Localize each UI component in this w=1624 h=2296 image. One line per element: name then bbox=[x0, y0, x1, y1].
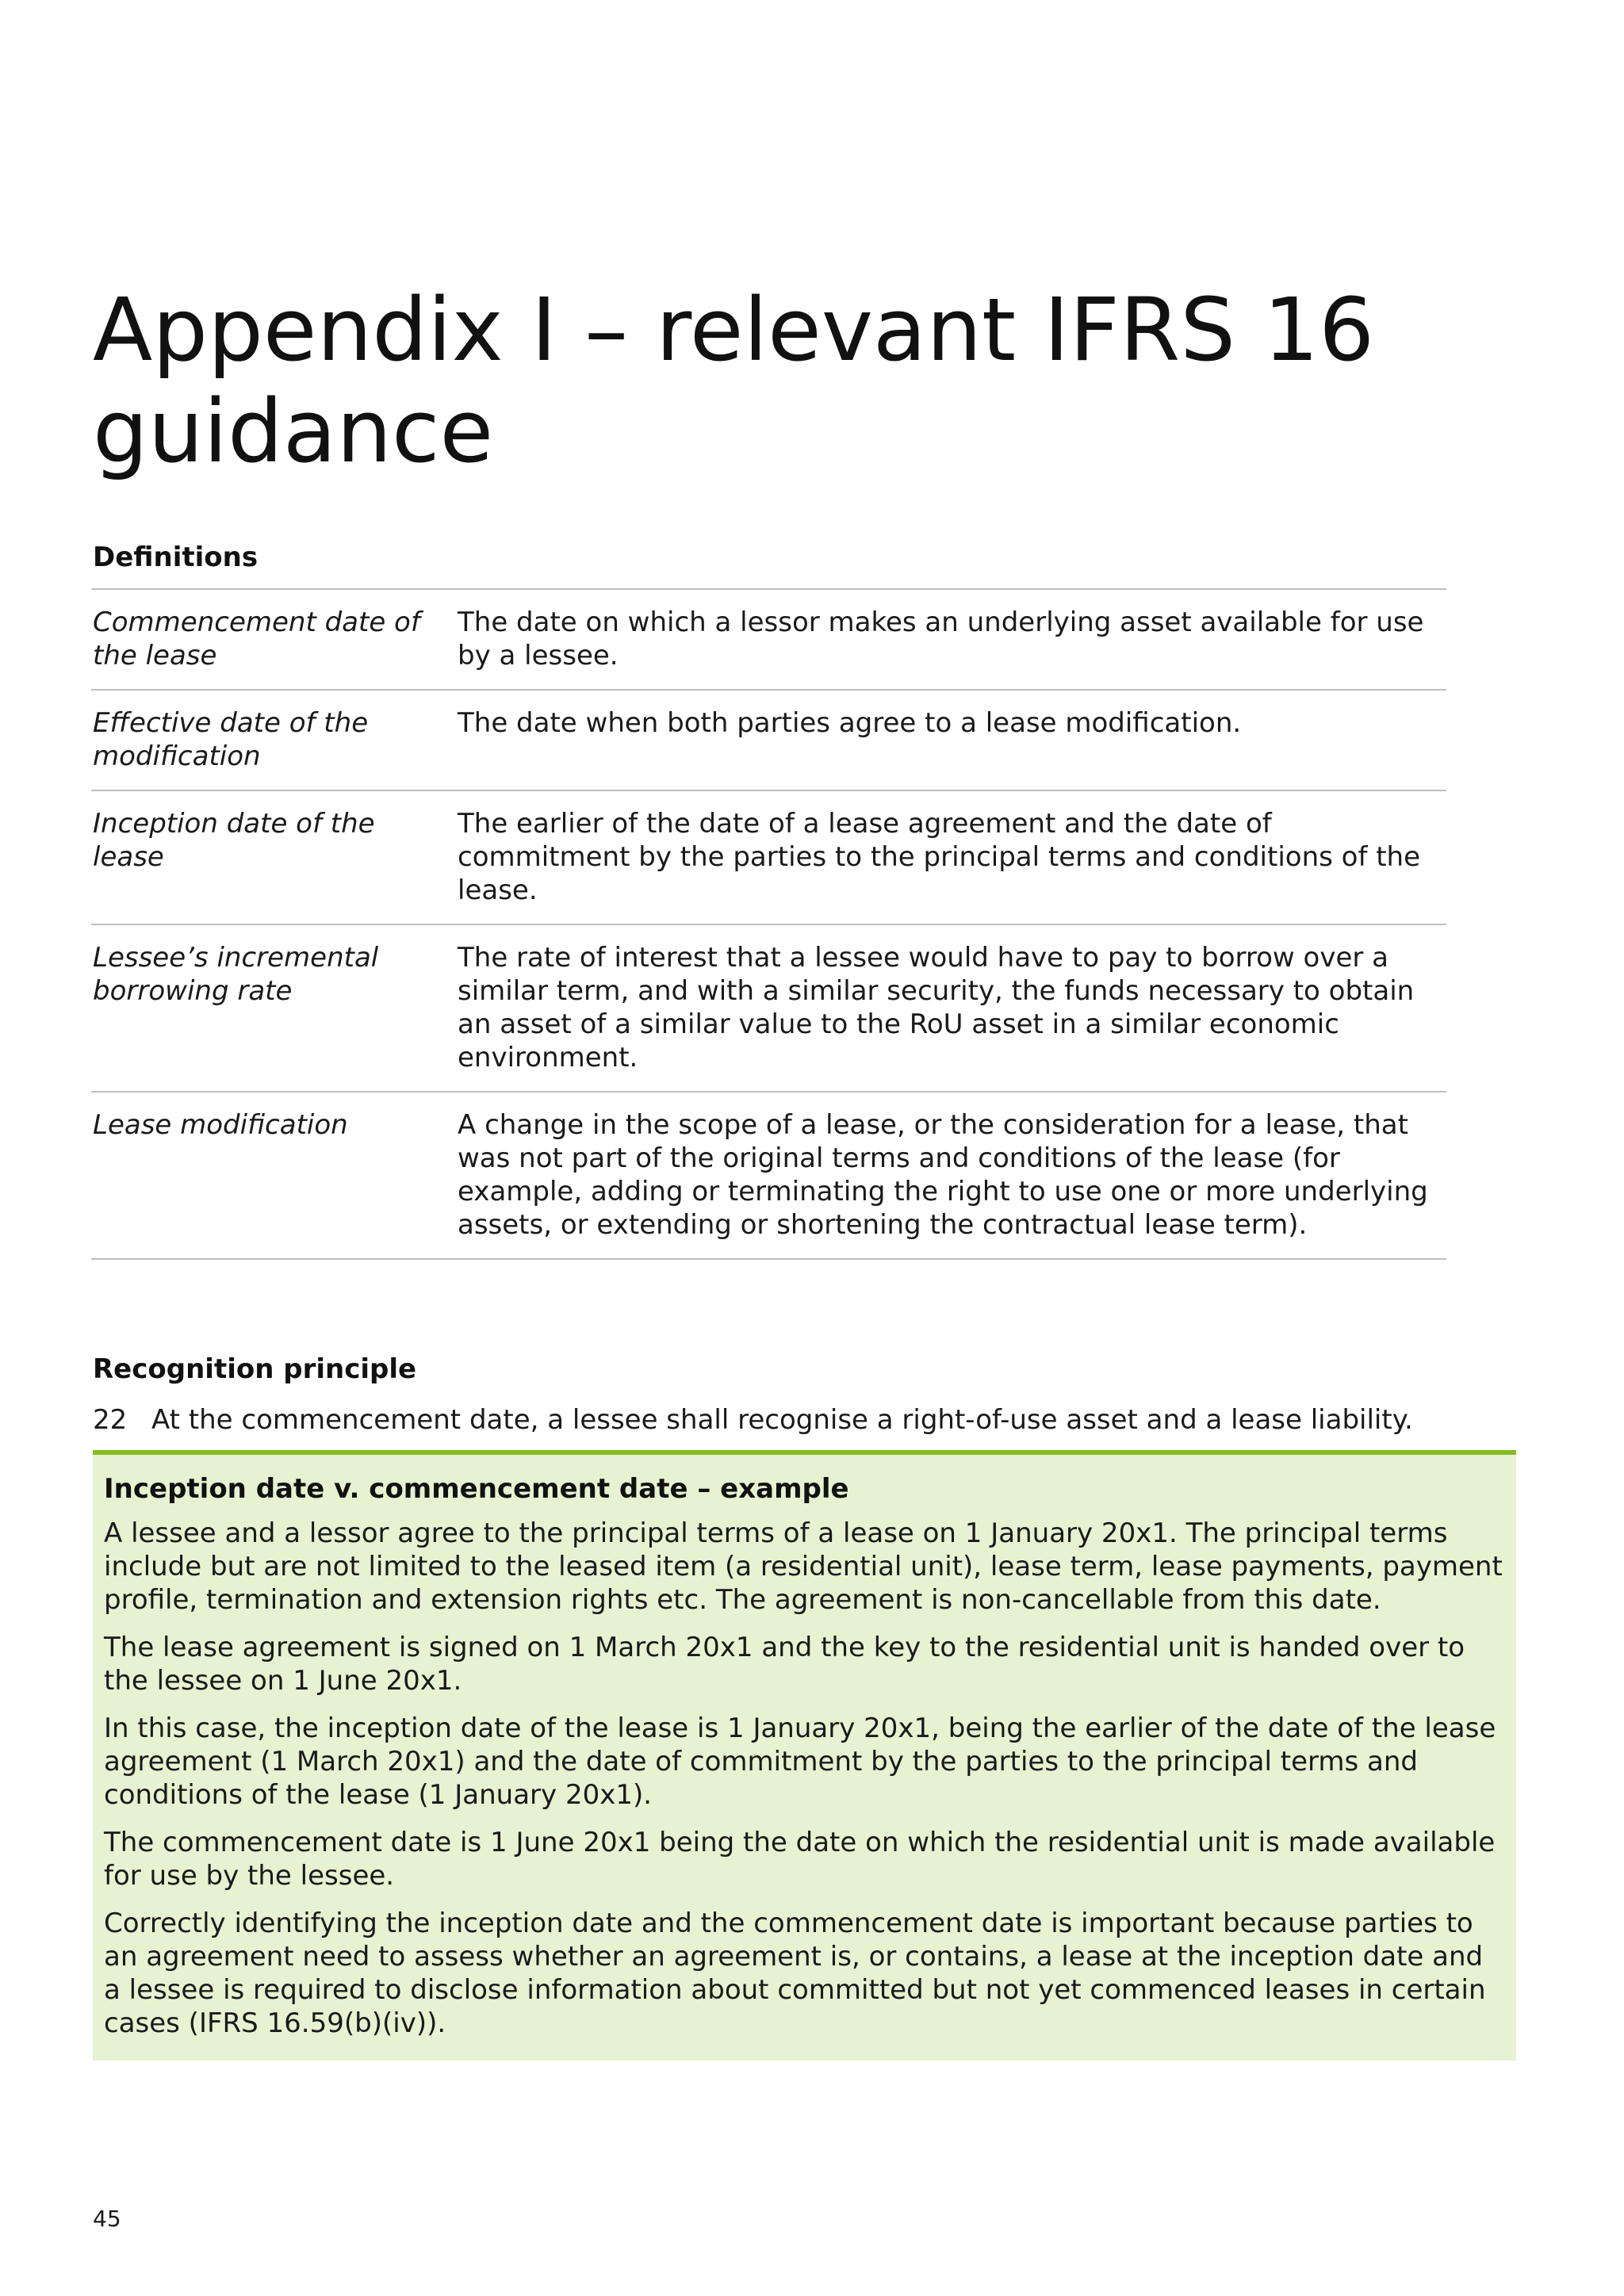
definitions-heading: Definitions bbox=[93, 541, 259, 573]
definition-term: Effective date of the modification bbox=[93, 707, 369, 772]
example-paragraph: In this case, the inception date of the lease is 1 January 20x1, being the earlier of the date of the lease agreement (1 March 20x1) and the date of commitment by the parties to the principal terms and conditions of the lease (1 January 20x1). bbox=[104, 1712, 1496, 1811]
definition-term: Inception date of the lease bbox=[93, 808, 375, 873]
example-box bbox=[93, 1450, 1516, 2061]
definition-description: A change in the scope of a lease, or the consideration for a lease, that was not part of the original terms and conditions of the lease (for example, adding or terminating the right to use one or more underlying assets, or extending or shortening the contractual lease term). bbox=[458, 1109, 1428, 1241]
paragraph-text: At the commencement date, a lessee shall recognise a right-of-use asset and a lease liability. bbox=[151, 1404, 1413, 1436]
page-number: 45 bbox=[93, 2206, 121, 2232]
definition-term: Commencement date of the lease bbox=[93, 607, 420, 672]
example-paragraph: The lease agreement is signed on 1 March 20x1 and the key to the residential unit is handed over to the lessee on 1 June 20x1. bbox=[104, 1632, 1465, 1697]
definition-term: Lessee’s incremental borrowing rate bbox=[93, 942, 379, 1007]
paragraph-number: 22 bbox=[93, 1404, 128, 1436]
definition-row bbox=[91, 925, 1446, 1093]
definition-row bbox=[91, 791, 1446, 925]
recognition-paragraph bbox=[93, 1403, 1504, 1437]
definition-description: The rate of interest that a lessee would have to pay to borrow over a similar term, and with a similar security, the funds necessary to obtain an asset of a similar value to the RoU asset in a similar economic environment. bbox=[458, 942, 1415, 1073]
definition-row bbox=[91, 590, 1446, 691]
definition-description: The earlier of the date of a lease agreement and the date of commitment by the parties to the principal terms and conditions of the lease. bbox=[458, 808, 1421, 906]
definition-description: The date when both parties agree to a lease modification. bbox=[458, 707, 1242, 739]
example-paragraph: A lessee and a lessor agree to the principal terms of a lease on 1 January 20x1. The principal terms include but are not limited to the leased item (a residential unit), lease term, lease payments, payment profile, termination and extension rights etc. The agreement is non-cancellable from this date. bbox=[104, 1517, 1503, 1616]
definition-description: The date on which a lessor makes an underlying asset available for use by a lessee. bbox=[458, 607, 1424, 672]
example-title: Inception date v. commencement date – example bbox=[104, 1473, 849, 1505]
definition-row bbox=[91, 691, 1446, 791]
example-paragraph: The commencement date is 1 June 20x1 being the date on which the residential unit is made available for use by the lessee. bbox=[104, 1827, 1496, 1892]
definition-row bbox=[91, 1093, 1446, 1260]
page-title: Appendix I – relevant IFRS 16 guidance bbox=[93, 279, 1375, 482]
definition-term: Lease modification bbox=[93, 1109, 348, 1141]
definitions-table bbox=[91, 588, 1446, 1260]
example-paragraph: Correctly identifying the inception date and the commencement date is important because parties to an agreement need to assess whether an agreement is, or contains, a lease at the inception date and a lessee is required to disclose information about committed but not yet commenced leases in certain cases (IFRS 16.59(b)(iv)). bbox=[104, 1908, 1486, 2039]
recognition-heading: Recognition principle bbox=[93, 1353, 417, 1385]
